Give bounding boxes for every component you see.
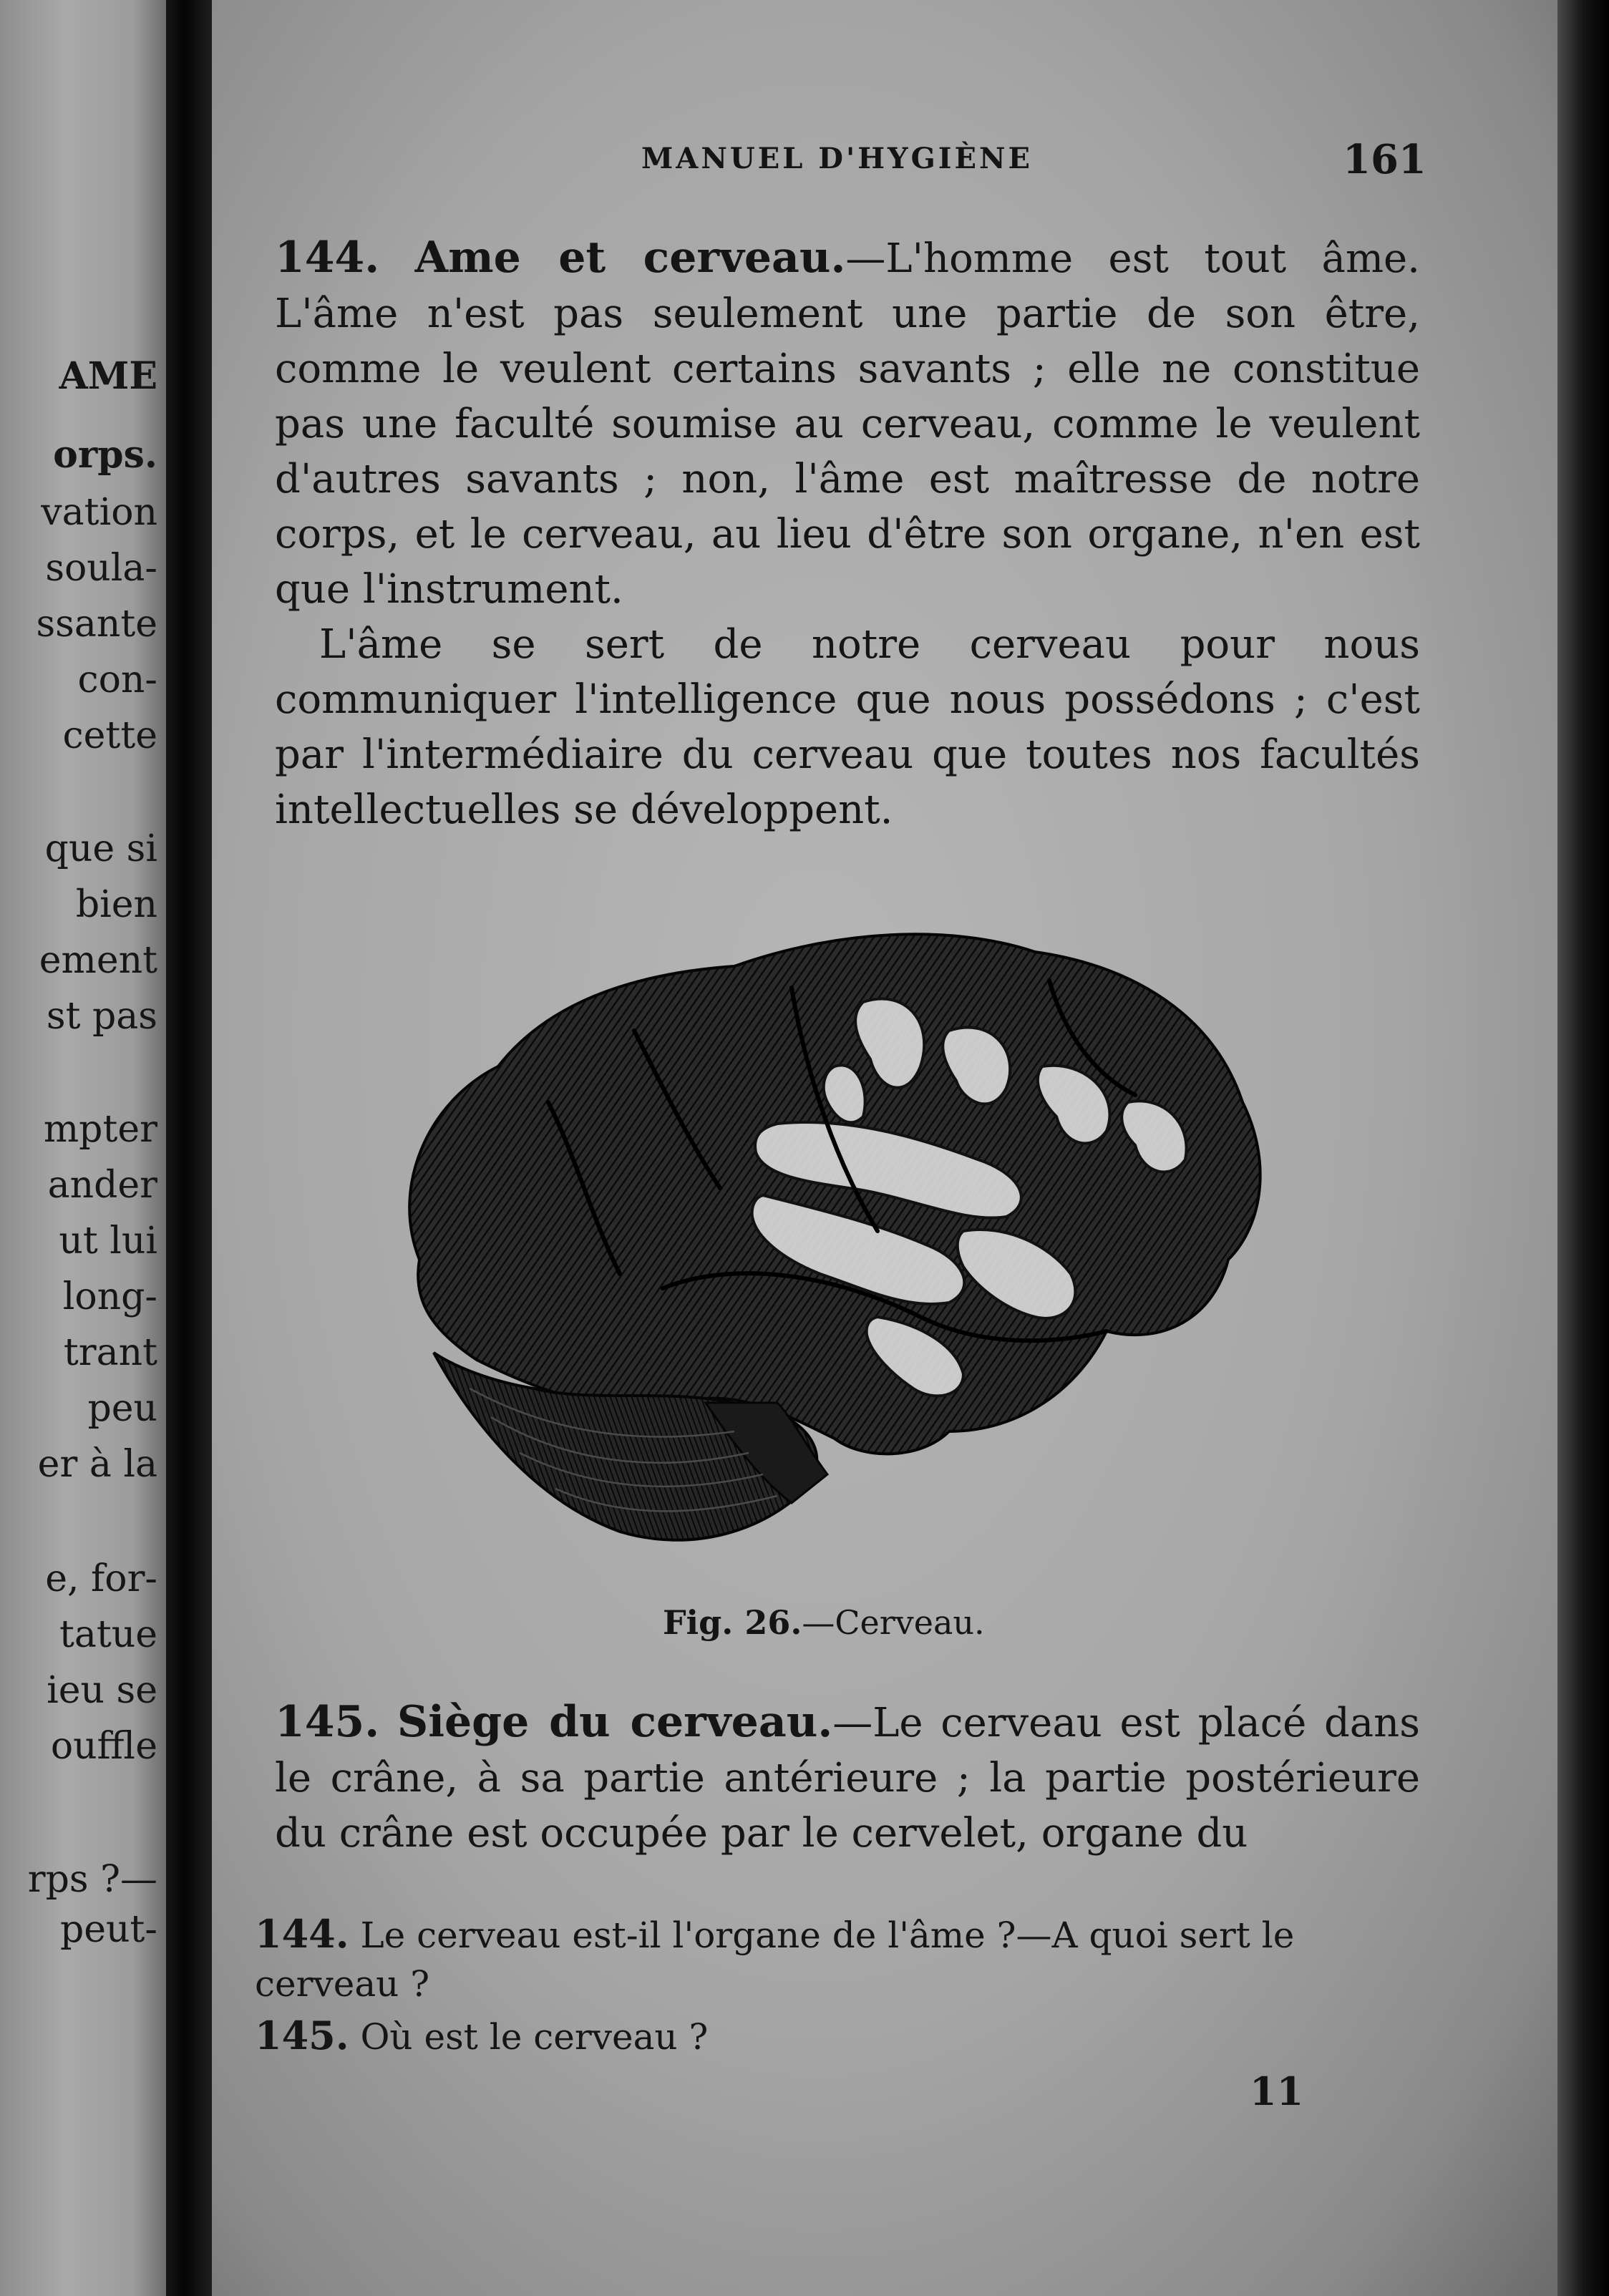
section-145-number: 145. [275, 1697, 380, 1747]
question-144-number: 144. [255, 1911, 349, 1957]
left-page-line: ouffle [50, 1725, 157, 1768]
figure-label: Fig. 26. [663, 1603, 802, 1642]
left-page-line: cette [62, 714, 157, 757]
left-page-line: peut- [59, 1908, 157, 1951]
question-144-text: Le cerveau est-il l'organe de l'âme ?—A quoi sert le cerveau ? [255, 1915, 1295, 2005]
section-144-paragraph-1 [275, 230, 1420, 617]
left-page-line: ut lui [59, 1220, 157, 1263]
question-145-text: Où est le cerveau ? [360, 2016, 709, 2058]
left-page-line: bien [75, 883, 157, 926]
left-page-line: vation [41, 491, 157, 534]
left-page-line: e, for- [45, 1557, 157, 1600]
left-page-line: AME [59, 354, 157, 398]
left-page-line: ement [39, 939, 157, 982]
left-page-line: trant [63, 1331, 157, 1374]
question-145-number: 145. [255, 2013, 349, 2058]
book-gutter [166, 0, 212, 2296]
left-page-line: ander [47, 1164, 157, 1207]
question-144 [255, 1910, 1414, 2008]
book-page [212, 0, 1557, 2296]
printer-signature-mark: 11 [1250, 2068, 1304, 2114]
figure-caption [663, 1603, 985, 1642]
section-144-heading: Ame et cerveau. [414, 233, 846, 283]
left-page-line: peu [87, 1387, 157, 1430]
left-page-line: mpter [43, 1108, 157, 1151]
running-header: MANUEL D'HYGIÈNE [641, 142, 1033, 175]
left-page-line: rps ?— [27, 1858, 157, 1901]
left-page-line: que si [44, 827, 157, 870]
section-144-number: 144. [275, 233, 380, 283]
left-page-line: ieu se [47, 1669, 157, 1712]
brain-illustration [334, 887, 1379, 1575]
left-page-line: orps. [53, 433, 157, 477]
section-145-paragraph [275, 1695, 1420, 1861]
figure-caption-text: —Cerveau. [802, 1603, 985, 1642]
left-page-fragment [0, 0, 166, 2296]
page-number: 161 [1343, 136, 1426, 183]
right-page-edge [1557, 0, 1609, 2296]
left-page-line: ssante [36, 603, 157, 646]
section-145-body: —Le cerveau est placé dans le crâne, à sa partie antérieure ; la partie postérieure du crâne est occupée par le cervelet, organe du [275, 1700, 1420, 1857]
section-145-heading: Siège du cerveau. [397, 1697, 833, 1747]
left-page-line: con- [77, 658, 157, 701]
left-page-line: soula- [45, 547, 157, 590]
question-145 [255, 2011, 1414, 2061]
left-page-line: tatue [59, 1613, 157, 1656]
section-144-body: —L'homme est tout âme. L'âme n'est pas seulement une partie de son être, comme le veulent certains savants ; elle ne constitue pas une faculté soumise au cerveau, comme le veulent d'autres savants ; non, l'âme est maîtresse de notre corps, et le cerveau, au lieu d'être son organe, n'en est que l'instrument. [275, 235, 1420, 613]
left-page-line: er à la [37, 1443, 157, 1486]
left-page-line: long- [62, 1275, 157, 1318]
left-page-line: st pas [46, 995, 157, 1038]
section-144-paragraph-2: L'âme se sert de notre cerveau pour nous communiquer l'intelligence que nous possédons ; c'est par l'intermédiaire du cerveau que toutes nos facultés intellectuelles se développent. [275, 621, 1420, 833]
